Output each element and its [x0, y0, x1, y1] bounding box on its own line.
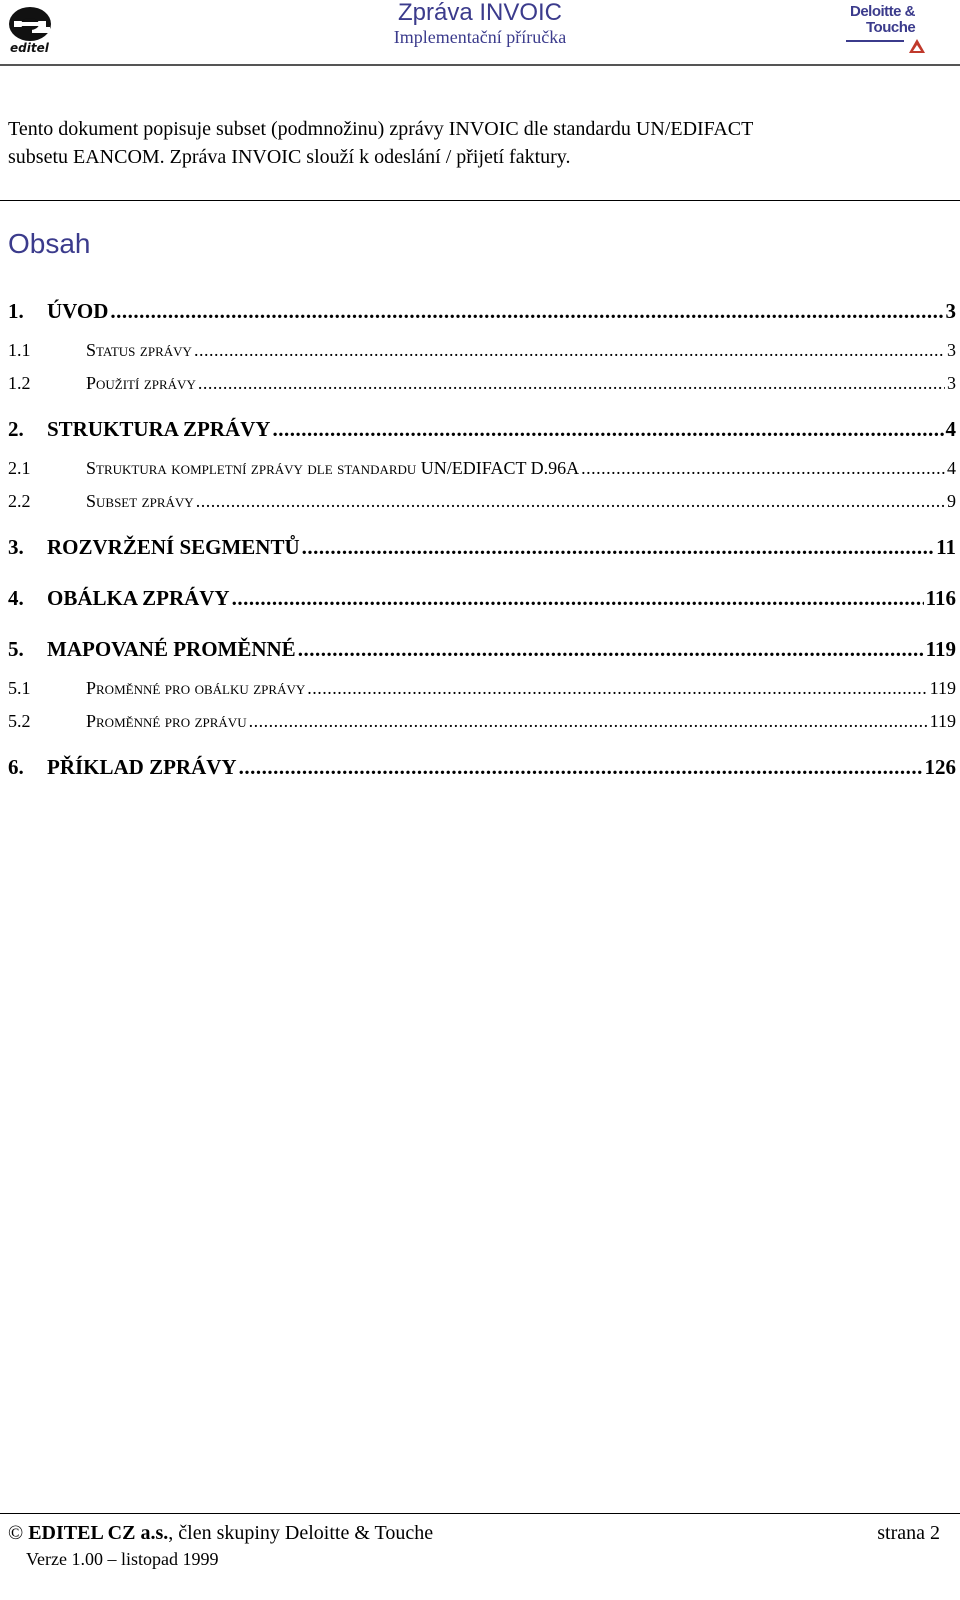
deloitte-logo-line2: Touche: [866, 19, 916, 36]
toc-entry-title: Struktura kompletní zprávy dle standardu UN/EDIFACT D.96A: [86, 458, 580, 478]
document-subtitle: Implementační příručka: [393, 27, 567, 47]
toc-entry-title: Subset zprávy: [86, 491, 194, 511]
toc-entry[interactable]: [8, 340, 956, 361]
toc-entry-number: 1.1: [8, 340, 31, 360]
toc-entry-title: Proměnné pro obálku zprávy: [86, 678, 306, 698]
toc-entry[interactable]: [8, 637, 956, 662]
toc-dot-leader: [249, 711, 928, 732]
toc-entry-page: 119: [929, 711, 956, 731]
toc-entry-title: ROZVRŽENÍ SEGMENTŮ: [47, 535, 300, 559]
toc-dot-leader: [194, 340, 945, 361]
section-divider: [0, 200, 960, 201]
page-header: [0, 0, 960, 66]
toc-entry[interactable]: [8, 535, 956, 560]
svg-text:editel: editel: [10, 41, 49, 55]
toc-entry-number: 6.: [8, 755, 24, 779]
toc-entry-title: STRUKTURA ZPRÁVY: [47, 417, 271, 441]
toc-entry[interactable]: [8, 586, 956, 611]
toc-entry-page: 116: [925, 586, 956, 610]
toc-entry-number: 2.1: [8, 458, 31, 478]
toc-entry-title: PŘÍKLAD ZPRÁVY: [47, 755, 237, 779]
intro-line-1: Tento dokument popisuje subset (podmnožinu) zprávy INVOIC dle standardu UN/EDIFACT: [8, 118, 754, 140]
deloitte-touche-logo: [846, 4, 942, 56]
toc-dot-leader: [581, 458, 945, 479]
toc-entry[interactable]: [8, 711, 956, 732]
document-title: Zpráva INVOIC: [397, 0, 563, 26]
toc-dot-leader: [298, 637, 924, 662]
toc-entry-number: 4.: [8, 586, 24, 610]
toc-entry[interactable]: [8, 373, 956, 394]
toc-entry-title: Použití zprávy: [86, 373, 196, 393]
toc-entry-title: ÚVOD: [47, 299, 109, 323]
toc-entry-number: 1.2: [8, 373, 31, 393]
footer-company-suffix: , člen skupiny Deloitte & Touche: [168, 1522, 434, 1544]
deloitte-logo-line1: Deloitte &: [850, 3, 916, 20]
toc-entry-page: 11: [936, 535, 956, 559]
toc-entry[interactable]: [8, 678, 956, 699]
toc-dot-leader: [232, 586, 924, 611]
toc-dot-leader: [239, 755, 923, 780]
toc-entry-page: 4: [947, 458, 956, 478]
footer-divider: [0, 1513, 960, 1514]
toc-entry-page: 119: [925, 637, 956, 661]
toc-entry[interactable]: [8, 299, 956, 324]
toc-entry-page: 119: [929, 678, 956, 698]
toc-entry-page: 3: [947, 340, 956, 360]
toc-entry-page: 3: [945, 299, 956, 323]
toc-dot-leader: [110, 299, 943, 324]
toc-entry-number: 5.: [8, 637, 24, 661]
footer-page-number: strana 2: [877, 1522, 940, 1544]
toc-entry-title: MAPOVANÉ PROMĚNNÉ: [47, 637, 296, 661]
toc-entry-number: 2.2: [8, 491, 31, 511]
footer-company: EDITEL CZ a.s.: [28, 1522, 169, 1544]
toc-entry-page: 126: [924, 755, 956, 779]
toc-dot-leader: [272, 417, 943, 442]
copyright-symbol: ©: [8, 1522, 24, 1544]
toc-entry-page: 9: [947, 491, 956, 511]
toc-entry[interactable]: [8, 755, 956, 780]
toc-entry-number: 3.: [8, 535, 24, 559]
toc-entry[interactable]: [8, 458, 956, 479]
toc-entry-page: 3: [947, 373, 956, 393]
toc-dot-leader: [198, 373, 945, 394]
toc-entry-number: 5.1: [8, 678, 31, 698]
toc-dot-leader: [302, 535, 935, 560]
intro-paragraph: [8, 115, 943, 171]
toc-entry-title: OBÁLKA ZPRÁVY: [47, 586, 230, 610]
toc-entry-title: Proměnné pro zprávu: [86, 711, 247, 731]
toc-entry-page: 4: [945, 417, 956, 441]
toc-dot-leader: [307, 678, 927, 699]
toc-dot-leader: [196, 491, 945, 512]
toc-entry-title: Status zprávy: [86, 340, 192, 360]
footer-copyright: [8, 1521, 433, 1545]
toc-entry-number: 1.: [8, 299, 24, 323]
deloitte-triangle-icon: [908, 38, 926, 54]
toc-entry-number: 2.: [8, 417, 24, 441]
toc-entry[interactable]: [8, 491, 956, 512]
intro-line-2: subsetu EANCOM. Zpráva INVOIC slouží k odeslání / přijetí faktury.: [8, 146, 571, 168]
toc-entry[interactable]: [8, 417, 956, 442]
toc-heading: Obsah: [8, 228, 91, 259]
toc-entry-number: 5.2: [8, 711, 31, 731]
footer-version: Verze 1.00 – listopad 1999: [26, 1549, 219, 1569]
deloitte-logo-bar: [846, 40, 904, 42]
